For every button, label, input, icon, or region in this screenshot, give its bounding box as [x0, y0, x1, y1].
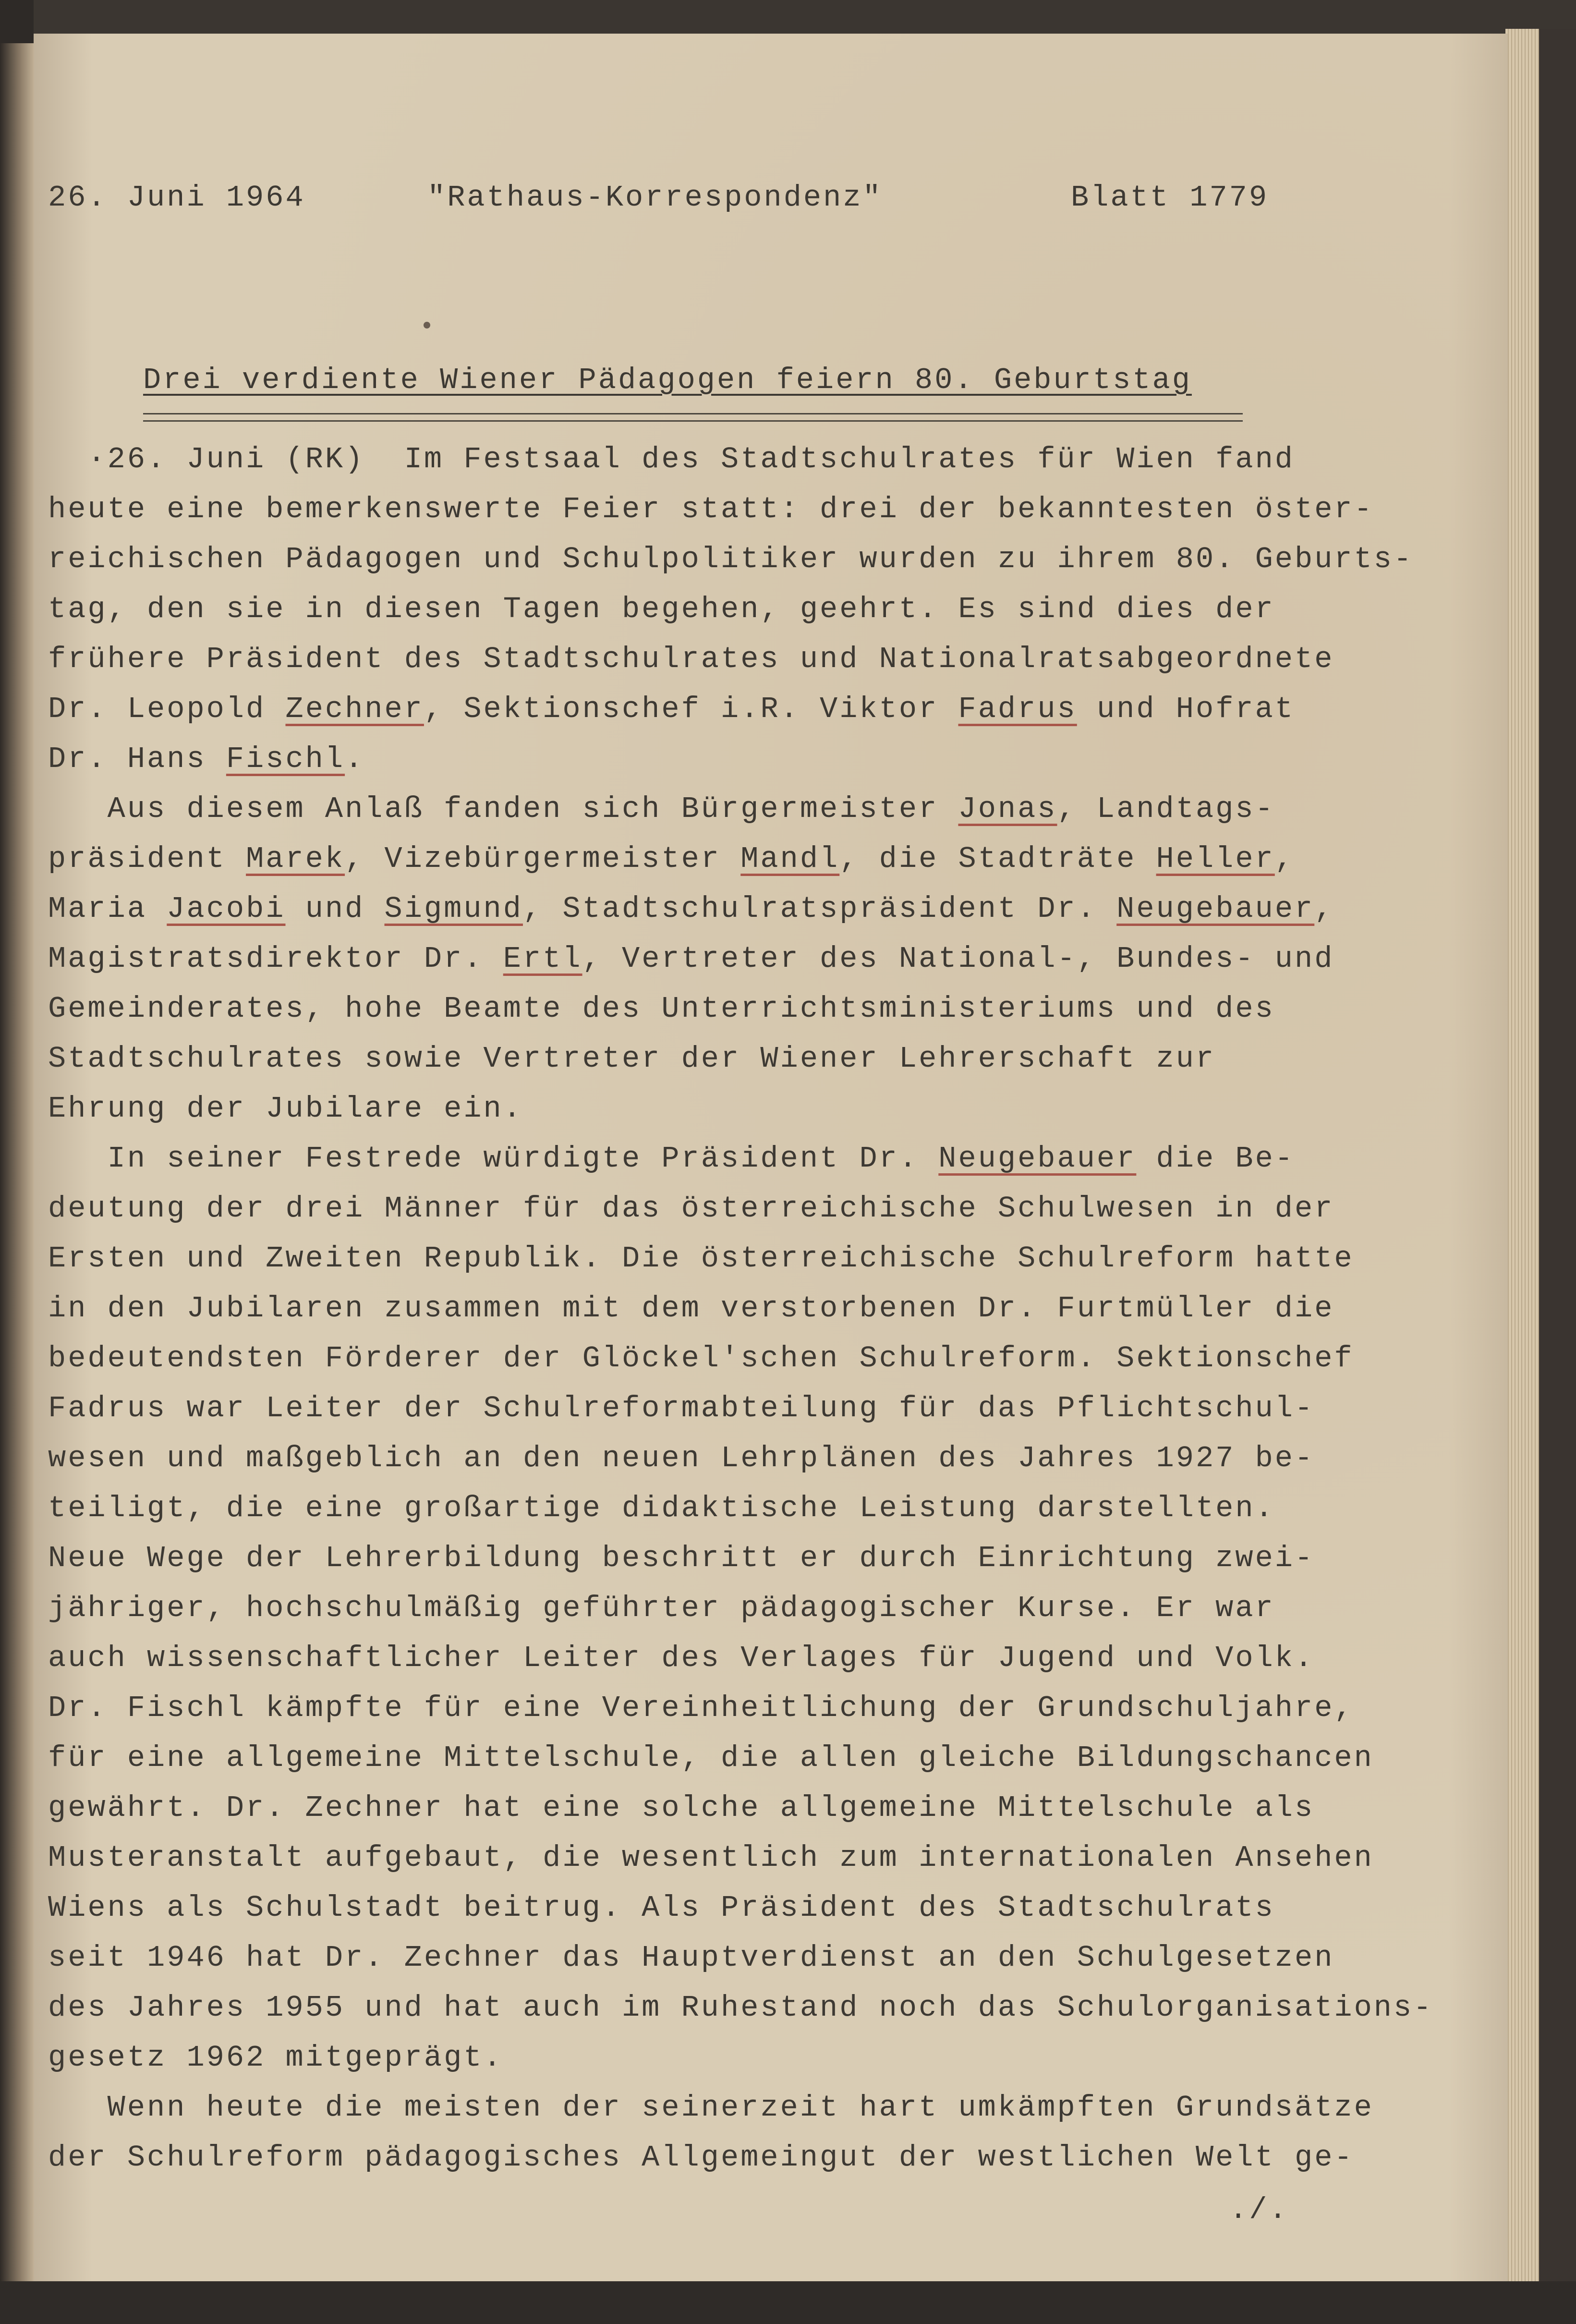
body-text: Musteranstalt aufgebaut, die wesentlich zum internationalen Ansehen: [48, 1841, 1374, 1875]
body-line: [48, 984, 1433, 1034]
body-text: reichischen Pädagogen und Schulpolitiker wurden zu ihrem 80. Geburts-: [48, 542, 1414, 576]
body-text: Ersten und Zweiten Republik. Die österreichische Schulreform hatte: [48, 1241, 1354, 1276]
body-text: Stadtschulrates sowie Vertreter der Wiener Lehrerschaft zur: [48, 1042, 1216, 1076]
underlined-name: Sigmund: [384, 892, 523, 926]
body-line: [48, 1334, 1433, 1384]
body-text: und Hofrat: [1077, 692, 1295, 726]
body-text: Dr. Leopold: [48, 692, 286, 726]
body-text: ·26. Juni (RK) Im Festsaal des Stadtschulrates für Wien fand: [48, 442, 1295, 476]
scan-background-right: [1537, 29, 1576, 2315]
underlined-name: Neugebauer: [1116, 892, 1315, 926]
body-text: die Be-: [1136, 1142, 1295, 1176]
body-line: [48, 1084, 1433, 1134]
body-line: [48, 1983, 1433, 2033]
ink-speck: [424, 322, 430, 329]
scan-background-bottom: [0, 2281, 1576, 2324]
body-text: jähriger, hochschulmäßig geführter pädagogischer Kurse. Er war: [48, 1591, 1275, 1625]
body-line: [48, 435, 1433, 485]
underlined-name: Heller: [1156, 842, 1275, 876]
underlined-name: Mandl: [740, 842, 840, 876]
body-line: [48, 1284, 1433, 1334]
typed-page: [34, 34, 1508, 2281]
body-line: [48, 1683, 1433, 1733]
body-text: , die Stadträte: [839, 842, 1156, 876]
body-text: bedeutendsten Förderer der Glöckel'schen Schulreform. Sektionschef: [48, 1341, 1354, 1375]
body-line: [48, 1134, 1433, 1184]
body-line: [48, 1733, 1433, 1783]
body-line: [48, 884, 1433, 934]
body-line: [48, 535, 1433, 584]
body-text: Fadrus war Leiter der Schulreformabteilung für das Pflichtschul-: [48, 1391, 1315, 1425]
body-text: Magistratsdirektor Dr.: [48, 942, 503, 976]
previous-page-edge: [0, 43, 36, 2281]
body-text: des Jahres 1955 und hat auch im Ruhestand noch das Schulorganisations-: [48, 1991, 1433, 2025]
body-line: [48, 1933, 1433, 1983]
body-text: auch wissenschaftlicher Leiter des Verlages für Jugend und Volk.: [48, 1641, 1315, 1675]
body-line: [48, 734, 1433, 784]
body-text: gesetz 1962 mitgeprägt.: [48, 2041, 503, 2075]
body-text: frühere Präsident des Stadtschulrates und Nationalratsabgeordnete: [48, 642, 1334, 676]
body-line: [48, 485, 1433, 535]
body-text: wesen und maßgeblich an den neuen Lehrplänen des Jahres 1927 be-: [48, 1441, 1315, 1475]
body-text: heute eine bemerkenswerte Feier statt: drei der bekanntesten öster-: [48, 492, 1374, 526]
underlined-name: Jacobi: [167, 892, 286, 926]
underlined-name: Marek: [246, 842, 345, 876]
underlined-name: Jonas: [958, 792, 1057, 826]
body-text: Ehrung der Jubilare ein.: [48, 1092, 523, 1126]
header-date: 26. Juni 1964: [48, 181, 305, 215]
title-double-rule: [143, 413, 1243, 422]
body-line: [48, 1484, 1433, 1533]
body-line: [48, 684, 1433, 734]
body-text: , Stadtschulratspräsident Dr.: [522, 892, 1117, 926]
body-line: [48, 1234, 1433, 1284]
body-text: Maria: [48, 892, 167, 926]
body-text: präsident: [48, 842, 246, 876]
header-publication: "Rathaus-Korrespondenz": [427, 181, 883, 215]
body-text: tag, den sie in diesen Tagen begehen, geehrt. Es sind dies der: [48, 592, 1275, 626]
body-line: [48, 1833, 1433, 1883]
body-line: [48, 1184, 1433, 1234]
body-text: , Vertreter des National-, Bundes- und: [582, 942, 1334, 976]
body-line: [48, 1883, 1433, 1933]
body-line: [48, 834, 1433, 884]
underlined-name: Neugebauer: [938, 1142, 1137, 1176]
body-text: gewährt. Dr. Zechner hat eine solche allgemeine Mittelschule als: [48, 1791, 1315, 1825]
body-line: [48, 634, 1433, 684]
body-text: für eine allgemeine Mittelschule, die allen gleiche Bildungschancen: [48, 1741, 1374, 1775]
body-line: [48, 1034, 1433, 1084]
body-text: Dr. Hans: [48, 742, 226, 776]
underlined-name: Zechner: [285, 692, 424, 726]
body-text: , Vizebürgermeister: [345, 842, 741, 876]
body-text: deutung der drei Männer für das österreichische Schulwesen in der: [48, 1192, 1334, 1226]
underlined-name: Fadrus: [958, 692, 1077, 726]
body-text: teiligt, die eine großartige didaktische Leistung darstellten.: [48, 1491, 1275, 1525]
body-text: Gemeinderates, hohe Beamte des Unterrichtsministeriums und des: [48, 992, 1275, 1026]
continuation-mark: ./.: [1229, 2193, 1289, 2227]
body-line: [48, 934, 1433, 984]
body-line: [48, 1434, 1433, 1484]
body-text: Dr. Fischl kämpfte für eine Vereinheitlichung der Grundschuljahre,: [48, 1691, 1354, 1725]
body-line: [48, 784, 1433, 834]
body-text: , Landtags-: [1057, 792, 1275, 826]
body-line: [48, 1783, 1433, 1833]
underlined-name: Ertl: [503, 942, 582, 976]
body-text: ,: [1314, 892, 1334, 926]
stacked-page-edges: [1505, 29, 1539, 2281]
article-title: Drei verdiente Wiener Pädagogen feiern 80. Geburtstag: [143, 363, 1192, 397]
body-text: und: [285, 892, 385, 926]
body-text: In seiner Festrede würdigte Präsident Dr.: [48, 1142, 939, 1176]
body-line: [48, 1384, 1433, 1434]
body-line: [48, 1533, 1433, 1583]
body-text: Neue Wege der Lehrerbildung beschritt er durch Einrichtung zwei-: [48, 1541, 1315, 1575]
body-text: .: [345, 742, 365, 776]
body-text: ,: [1274, 842, 1295, 876]
body-text: Wiens als Schulstadt beitrug. Als Präsident des Stadtschulrats: [48, 1891, 1275, 1925]
body-line: [48, 1633, 1433, 1683]
body-line: [48, 2033, 1433, 2083]
body-line: [48, 2133, 1433, 2183]
body-text: Wenn heute die meisten der seinerzeit hart umkämpften Grundsätze: [48, 2091, 1374, 2125]
article-body: [48, 435, 1433, 2183]
body-line: [48, 2083, 1433, 2133]
header-page-number: Blatt 1779: [1071, 181, 1269, 215]
body-text: , Sektionschef i.R. Viktor: [424, 692, 958, 726]
body-line: [48, 1583, 1433, 1633]
body-text: in den Jubilaren zusammen mit dem verstorbenen Dr. Furtmüller die: [48, 1291, 1334, 1326]
body-text: seit 1946 hat Dr. Zechner das Hauptverdienst an den Schulgesetzen: [48, 1941, 1334, 1975]
body-text: der Schulreform pädagogisches Allgemeingut der westlichen Welt ge-: [48, 2141, 1354, 2175]
underlined-name: Fischl: [226, 742, 345, 776]
body-text: Aus diesem Anlaß fanden sich Bürgermeister: [48, 792, 958, 826]
body-line: [48, 584, 1433, 634]
